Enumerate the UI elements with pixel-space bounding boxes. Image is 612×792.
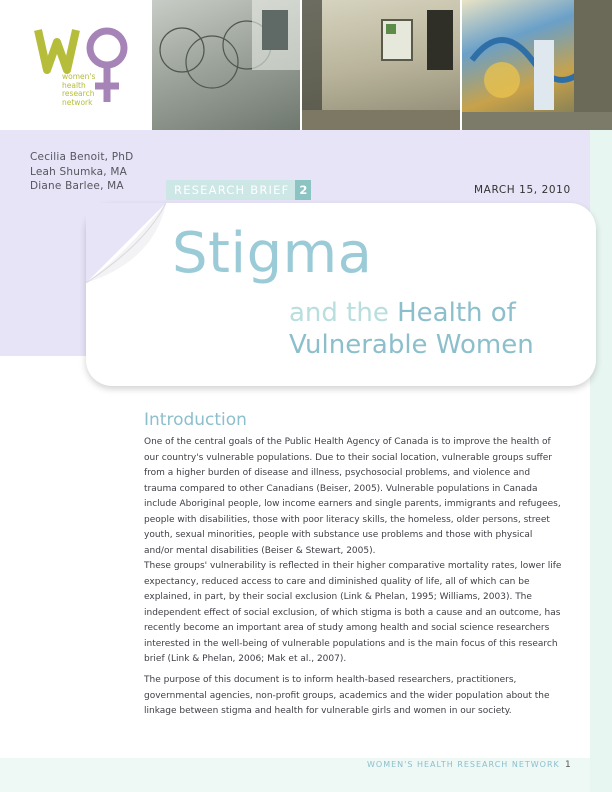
logo-wordmark: women's health research network bbox=[62, 72, 96, 107]
photo-mural-alley bbox=[462, 0, 612, 130]
publication-date: MARCH 15, 2010 bbox=[474, 184, 571, 196]
photo-building-window bbox=[302, 0, 460, 130]
subtitle-line-2: Vulnerable Women bbox=[289, 330, 534, 360]
subtitle-light-text: and the bbox=[289, 298, 389, 328]
page-number: 1 bbox=[565, 760, 571, 770]
badge-number: 2 bbox=[295, 180, 311, 200]
body-paragraph: These groups' vulnerability is reflected in their higher comparative mortality rates, lower life expectancy, reduced access to care and diminished quality of life, all of which can be explained, in part, by their social exclusion (Link & Phelan, 1995; Williams, 2003). The independent effect of social exclusion, of which stigma is both a cause and an outcome, has recently become an important area of study among health and social science researchers interested in the well-being of vulnerable populations and is the main focus of this research brief (Link & Phelan, 2006; Mak et al., 2007). bbox=[144, 561, 562, 664]
body-paragraph: The purpose of this document is to inform health-based researchers, practitioners, governmental agencies, non-profit groups, academics and the wider population about the linkage between stigma and health for vulnerable girls and women in our society. bbox=[144, 675, 550, 716]
body-paragraph: One of the central goals of the Public Health Agency of Canada is to improve the health of our country's vulnerable populations. Due to their social location, vulnerable groups suffer from a higher burden of disease and illness, psychosocial problems, and violence and trauma compared to other Canadians (Beiser, 2005). Vulnerable populations in Canada include Aboriginal people, low income earners and single parents, immigrants and refugees, people with disabilities, those with poor literacy skills, the homeless, older persons, street youth, sexual minorities, people with substance use problems and those with physical and/or mental disabilities (Beiser & Stewart, 2005). bbox=[144, 437, 561, 556]
author-list bbox=[30, 150, 133, 194]
author-name: Cecilia Benoit, PhD bbox=[30, 151, 134, 163]
footer-org-name: WOMEN'S HEALTH RESEARCH NETWORK bbox=[367, 760, 560, 769]
logo bbox=[0, 0, 152, 130]
page-curl-icon bbox=[86, 203, 166, 283]
page-title: Stigma bbox=[172, 221, 373, 286]
research-brief-badge bbox=[166, 180, 311, 200]
section-heading: Introduction bbox=[144, 410, 247, 430]
author-name: Leah Shumka, MA bbox=[30, 165, 128, 178]
subtitle-dark-text: Health of bbox=[397, 298, 516, 328]
author-name: Diane Barlee, MA bbox=[30, 180, 124, 192]
women-symbol-icon bbox=[0, 0, 152, 130]
subtitle-line-1 bbox=[289, 297, 516, 329]
badge-label: RESEARCH BRIEF bbox=[166, 180, 295, 200]
photo-barbed-wire-wall bbox=[152, 0, 300, 130]
